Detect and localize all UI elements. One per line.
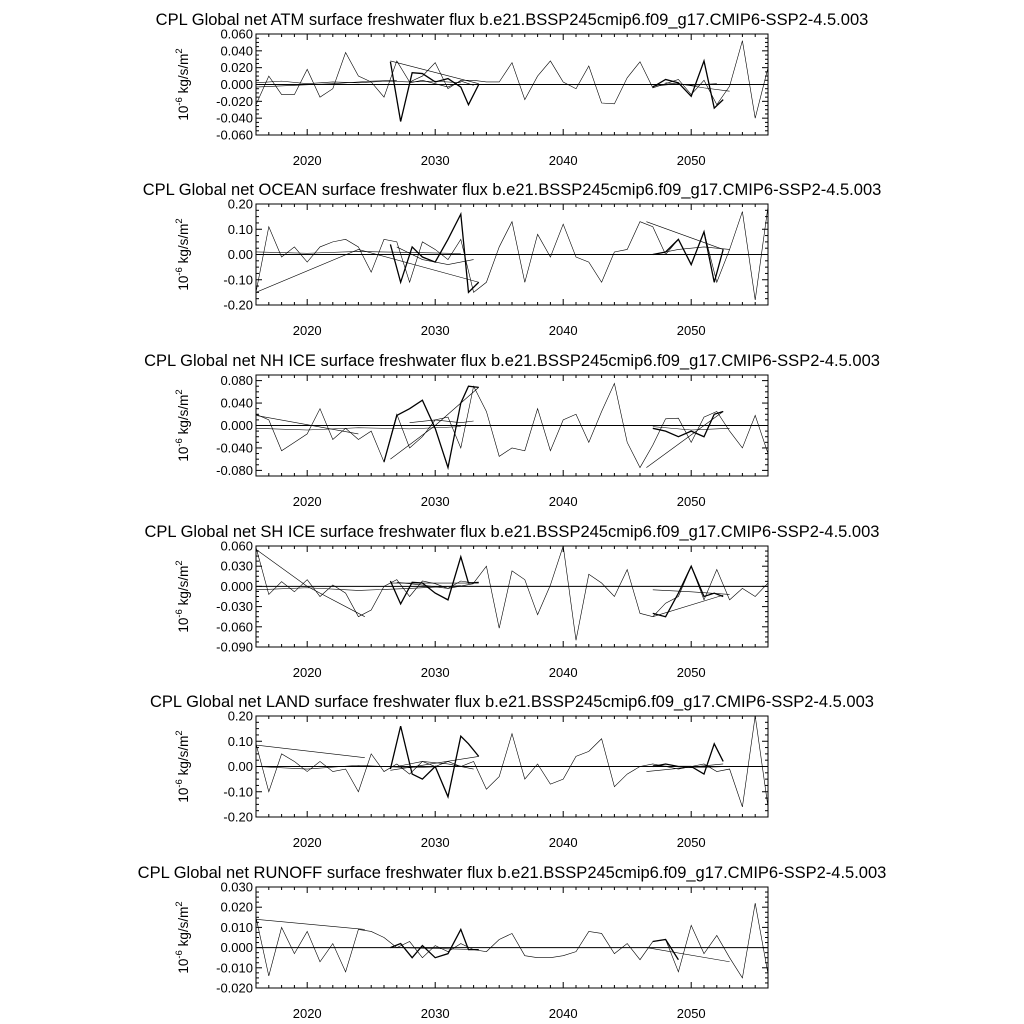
y-axis-label [174, 218, 191, 290]
series-group [256, 207, 768, 300]
y-label-base: 10 [176, 617, 191, 633]
chart-title: CPL Global net RUNOFF surface freshwater flux b.e21.BSSP245cmip6.f09_g17.CMIP6-SSP2-4.5.003 [137, 864, 887, 882]
chart-panel [150, 693, 874, 850]
y-tick-label: 0.20 [227, 708, 253, 724]
y-tick-label: 0.010 [220, 919, 253, 935]
y-label-base: 10 [176, 446, 191, 462]
x-tick-label: 2040 [548, 494, 578, 509]
series-group [256, 716, 768, 807]
x-tick-label: 2030 [420, 665, 450, 680]
y-label-unit: kg/s/m [176, 565, 191, 610]
y-tick-label: -0.040 [216, 440, 253, 456]
x-tick-label: 2040 [548, 835, 578, 850]
chart-title: CPL Global net NH ICE surface freshwater flux b.e21.BSSP245cmip6.f09_g17.CMIP6-SSP2-4.5.003 [144, 352, 880, 370]
y-label-base: 10 [176, 958, 191, 974]
y-label-base: 10 [176, 275, 191, 291]
y-tick-label: -0.030 [216, 599, 253, 615]
y-label-unit-exponent: 2 [174, 218, 185, 224]
chart-panel [143, 181, 882, 338]
series-line [653, 744, 723, 774]
chart-panel [156, 11, 869, 168]
series-line [390, 756, 478, 770]
chart-title: CPL Global net SH ICE surface freshwater flux b.e21.BSSP245cmip6.f09_g17.CMIP6-SSP2-4.5.003 [144, 523, 880, 541]
x-tick-label: 2050 [676, 665, 706, 680]
y-tick-label: 0.10 [227, 733, 253, 749]
series-line [390, 387, 478, 459]
y-tick-label: -0.080 [216, 462, 253, 478]
y-label-base: 10 [176, 105, 191, 121]
y-axis-label [174, 901, 191, 973]
y-axis-label [174, 730, 191, 802]
series-line [646, 411, 723, 467]
x-tick-label: 2020 [292, 1006, 322, 1021]
chart-panel [145, 523, 880, 680]
y-label-unit-exponent: 2 [174, 560, 185, 566]
series-line [653, 411, 723, 436]
y-label-exponent: -6 [174, 779, 185, 788]
y-tick-label: 0.00 [227, 247, 253, 262]
series-line [256, 903, 768, 978]
y-tick-label: -0.060 [216, 619, 253, 635]
y-label-base: 10 [176, 787, 191, 803]
series-line [256, 765, 461, 769]
y-label-unit-exponent: 2 [174, 389, 185, 395]
y-tick-label: 0.000 [220, 418, 253, 433]
y-tick-label: -0.090 [216, 639, 253, 655]
x-tick-label: 2020 [292, 665, 322, 680]
y-tick-label: -0.10 [223, 272, 253, 288]
y-axis-label [174, 48, 191, 120]
x-tick-label: 2030 [420, 1006, 450, 1021]
y-tick-label: 0.10 [227, 221, 253, 237]
y-label-exponent: -6 [174, 950, 185, 959]
y-label-unit: kg/s/m [176, 53, 191, 98]
series-line [256, 919, 365, 929]
y-tick-label: 0.00 [227, 759, 253, 774]
y-tick-label: 0.030 [220, 558, 253, 574]
series-line [646, 948, 729, 962]
series-line [653, 427, 730, 430]
x-tick-label: 2030 [420, 153, 450, 168]
series-group [256, 546, 768, 640]
y-tick-label: 0.040 [220, 395, 253, 411]
y-tick-label: 0.20 [227, 196, 253, 212]
y-tick-label: -0.060 [216, 127, 253, 143]
series-line [410, 420, 474, 423]
x-tick-label: 2030 [420, 494, 450, 509]
y-tick-label: -0.20 [223, 297, 253, 313]
y-tick-label: -0.020 [216, 980, 253, 996]
y-tick-label: -0.20 [223, 809, 253, 825]
chart-panel [144, 352, 880, 509]
series-line [653, 247, 730, 255]
y-label-exponent: -6 [174, 267, 185, 276]
x-tick-label: 2050 [676, 835, 706, 850]
series-line [256, 249, 479, 292]
y-label-unit: kg/s/m [176, 223, 191, 268]
y-tick-label: -0.010 [216, 960, 253, 976]
y-label-exponent: -6 [174, 438, 185, 447]
series-line [390, 726, 478, 797]
y-tick-label: 0.040 [220, 43, 253, 59]
series-line [256, 41, 768, 118]
y-label-exponent: -6 [174, 609, 185, 618]
y-tick-label: 0.080 [220, 373, 253, 389]
series-line [646, 222, 723, 250]
x-tick-label: 2050 [676, 323, 706, 338]
y-label-unit-exponent: 2 [174, 901, 185, 907]
x-tick-label: 2020 [292, 494, 322, 509]
series-line [256, 207, 768, 300]
series-line [390, 557, 478, 604]
x-tick-label: 2030 [420, 323, 450, 338]
y-label-unit-exponent: 2 [174, 48, 185, 54]
series-line [256, 546, 768, 640]
y-label-unit: kg/s/m [176, 906, 191, 951]
x-tick-label: 2040 [548, 665, 578, 680]
y-label-unit: kg/s/m [176, 735, 191, 780]
chart-title: CPL Global net OCEAN surface freshwater flux b.e21.BSSP245cmip6.f09_g17.CMIP6-SSP2-4.5.003 [142, 181, 882, 199]
x-tick-label: 2020 [292, 323, 322, 338]
x-tick-label: 2040 [548, 1006, 578, 1021]
x-tick-label: 2050 [676, 153, 706, 168]
plot-frame [256, 546, 768, 647]
series-line [390, 929, 478, 957]
x-tick-label: 2050 [676, 494, 706, 509]
chart-title: CPL Global net LAND surface freshwater flux b.e21.BSSP245cmip6.f09_g17.CMIP6-SSP2-4.5.003 [150, 693, 874, 711]
series-group [256, 903, 768, 978]
y-tick-label: 0.000 [220, 578, 253, 594]
x-tick-label: 2040 [548, 153, 578, 168]
series-line [653, 590, 730, 595]
x-tick-label: 2030 [420, 835, 450, 850]
y-tick-label: -0.040 [216, 110, 253, 126]
y-tick-label: -0.10 [223, 784, 253, 800]
y-tick-label: 0.020 [220, 60, 253, 76]
y-label-unit-exponent: 2 [174, 730, 185, 736]
y-tick-label: 0.030 [220, 879, 253, 895]
plot-frame [256, 887, 768, 988]
series-line [256, 745, 365, 758]
series-line [256, 415, 358, 434]
series-line [653, 232, 723, 282]
x-tick-label: 2020 [292, 835, 322, 850]
series-line [256, 549, 365, 616]
series-line [256, 716, 768, 807]
y-tick-label: 0.020 [220, 899, 253, 915]
x-tick-label: 2050 [676, 1006, 706, 1021]
y-tick-label: 0.000 [220, 940, 253, 956]
x-tick-label: 2020 [292, 153, 322, 168]
y-label-unit: kg/s/m [176, 394, 191, 439]
series-line [390, 62, 478, 122]
y-axis-label [174, 389, 191, 461]
y-tick-label: -0.020 [216, 93, 253, 109]
y-label-exponent: -6 [174, 97, 185, 106]
y-tick-label: 0.060 [220, 26, 253, 42]
y-axis-label [174, 560, 191, 632]
series-group [256, 41, 768, 122]
y-tick-label: 0.060 [220, 538, 253, 554]
chart-panel [138, 864, 887, 1021]
x-tick-label: 2040 [548, 323, 578, 338]
y-tick-label: 0.000 [220, 77, 253, 92]
series-line [384, 386, 479, 467]
chart-title: CPL Global net ATM surface freshwater flux b.e21.BSSP245cmip6.f09_g17.CMIP6-SSP2-4.5.003 [155, 11, 869, 29]
